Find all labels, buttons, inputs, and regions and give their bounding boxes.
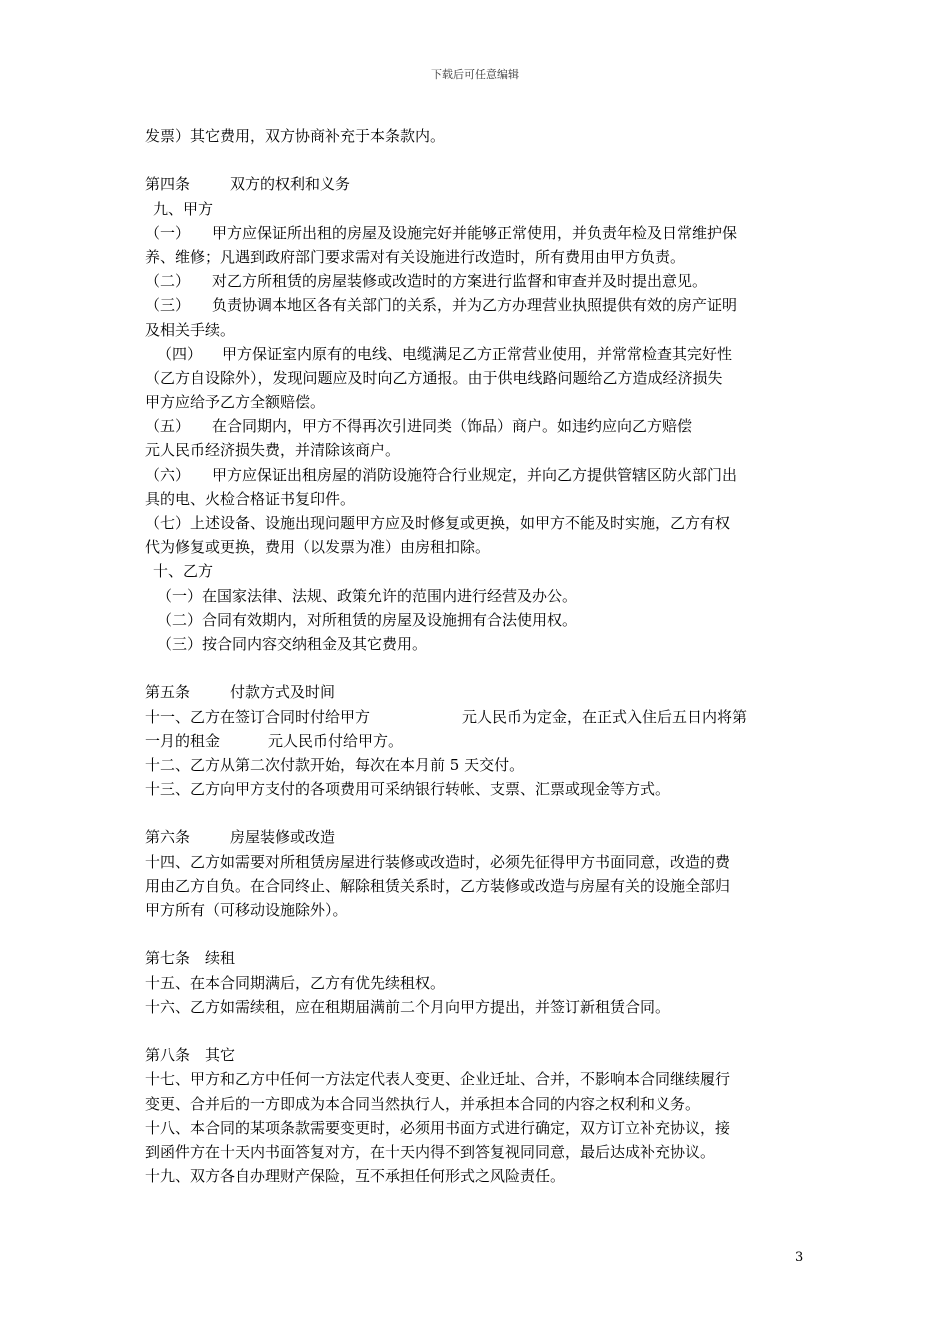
clause-line: （四） 甲方保证室内原有的电线、电缆满足乙方正常营业使用，并常常检查其完好性 [157,344,733,363]
clause-line: （六） 甲方应保证出租房屋的消防设施符合行业规定，并向乙方提供管辖区防火部门出 [145,465,738,484]
blank-line [145,148,807,172]
text-line: 十四、乙方如需要对所租赁房屋进行装修或改造时，必须先征得甲方书面同意，改造的费 [145,852,731,871]
text-line: 及相关手续。 [145,320,236,339]
clause-line: （五） 在合同期内，甲方不得再次引进同类（饰品）商户。如违约应向乙方赔偿 [145,417,693,436]
text-line: 变更、合并后的一方即成为本合同当然执行人，并承担本合同的内容之权利和义务。 [145,1094,701,1113]
text-line: （七）上述设备、设施出现问题甲方应及时修复或更换，如甲方不能及时实施，乙方有权 [145,514,731,532]
article-heading: 第七条 续租 [145,949,236,968]
text-line: 到函件方在十天内书面答复对方，在十天内得不到答复视同同意，最后达成补充协议。 [145,1142,716,1161]
page-number: 3 [795,1250,804,1265]
text-line: 十八、本合同的某项条款需要变更时，必须用书面方式进行确定，双方订立补充协议，接 [145,1118,731,1137]
text-line: 十一、乙方在签订合同时付给甲方 元人民币为定金，在正式入住后五日内将第 [145,707,748,726]
text-line: 元人民币经济损失费，并清除该商户。 [145,441,401,460]
text-line: 代为修复或更换，费用（以发票为准）由房租扣除。 [145,538,491,557]
text-line: 用由乙方自负。在合同终止、解除租赁关系时，乙方装修或改造与房屋有关的设施全部归 [145,876,731,895]
document-body [145,124,807,1188]
blank-line [145,922,807,946]
text-line: 十五、在本合同期满后，乙方有优先续租权。 [145,973,446,992]
clause-line: （一） 甲方应保证所出租的房屋及设施完好并能够正常使用，并负责年检及日常维护保 [145,223,738,242]
text-line: 甲方应给予乙方全额赔偿。 [145,393,326,412]
text-line: 发票）其它费用，双方协商补充于本条款内。 [145,127,446,145]
clause-line: （二） 对乙方所租赁的房屋装修或改造时的方案进行监督和审查并及时提出意见。 [145,272,708,291]
text-line: 十七、甲方和乙方中任何一方法定代表人变更、企业迁址、合并，不影响本合同继续履行 [145,1070,731,1089]
text-line: （乙方自设除外），发现问题应及时向乙方通报。由于供电线路问题给乙方造成经济损失 [145,368,723,387]
section-heading: 十、乙方 [153,562,214,581]
blank-line [145,801,807,825]
clause-line: （三） 负责协调本地区各有关部门的关系，并为乙方办理营业执照提供有效的房产证明 [145,296,738,315]
article-heading: 第八条 其它 [145,1046,236,1065]
article-heading: 第六条 房屋装修或改造 [145,828,336,847]
text-line: 十二、乙方从第二次付款开始，每次在本月前 5 天交付。 [145,755,525,774]
text-line: 具的电、火检合格证书复印件。 [145,489,356,508]
text-line: 养、维修；凡遇到政府部门要求需对有关设施进行改造时，所有费用由甲方负责。 [145,247,686,266]
section-heading: 九、甲方 [153,199,214,218]
blank-line [145,1019,807,1043]
text-line: 十三、乙方向甲方支付的各项费用可采纳银行转帐、支票、汇票或现金等方式。 [145,780,671,799]
clause-line: （一）在国家法律、法规、政策允许的范围内进行经营及办公。 [157,586,578,605]
text-line: 十六、乙方如需续租，应在租期届满前二个月向甲方提出，并签订新租赁合同。 [145,997,671,1016]
clause-line: （二）合同有效期内，对所租赁的房屋及设施拥有合法使用权。 [157,610,578,629]
article-heading: 第四条 双方的权利和义务 [145,175,351,194]
text-line: 甲方所有（可移动设施除外）。 [145,901,348,919]
blank-line [145,656,807,680]
text-line: 一月的租金 元人民币付给甲方。 [145,731,404,750]
clause-line: （三）按合同内容交纳租金及其它费用。 [157,634,428,653]
text-line: 十九、双方各自办理财产保险，互不承担任何形式之风险责任。 [145,1167,566,1186]
article-heading: 第五条 付款方式及时间 [145,683,336,702]
page-header: 下载后可任意编辑 [431,68,519,81]
